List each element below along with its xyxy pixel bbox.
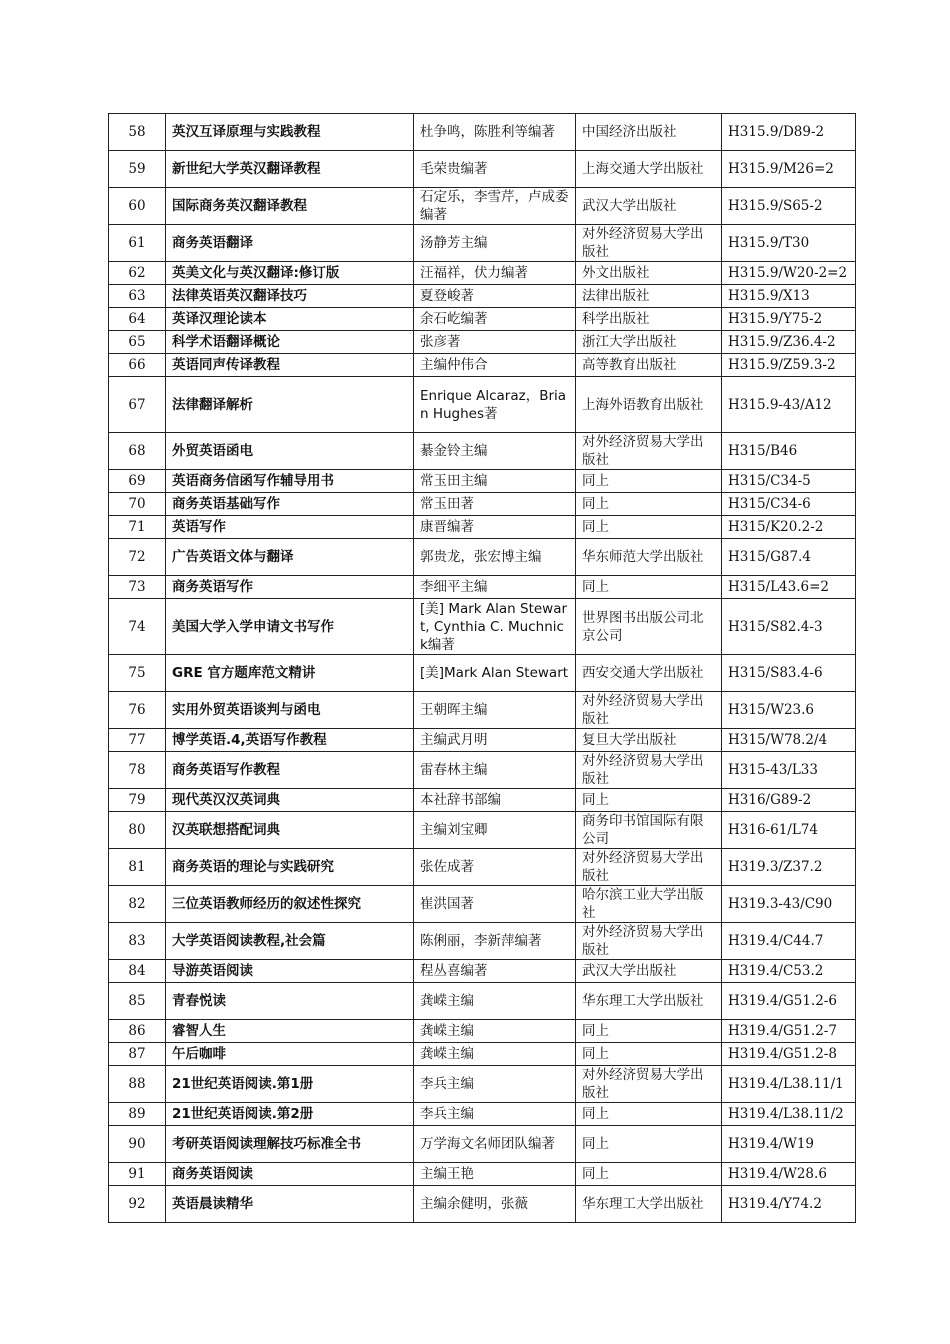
- book-title: 外贸英语函电: [166, 433, 414, 470]
- book-author: 张彦著: [414, 331, 576, 354]
- call-number: H319.4/L38.11/2: [722, 1103, 856, 1126]
- book-title: 英美文化与英汉翻译:修订版: [166, 262, 414, 285]
- book-title: 英语商务信函写作辅导用书: [166, 470, 414, 493]
- call-number: H319.3-43/C90: [722, 886, 856, 923]
- row-number: 88: [109, 1066, 166, 1103]
- book-title: 科学术语翻译概论: [166, 331, 414, 354]
- book-publisher: 上海外语教育出版社: [576, 377, 722, 433]
- row-number: 92: [109, 1186, 166, 1223]
- book-title: GRE 官方题库范文精讲: [166, 655, 414, 692]
- call-number: H316/G89-2: [722, 789, 856, 812]
- book-title: 商务英语阅读: [166, 1163, 414, 1186]
- book-title: 法律英语英汉翻译技巧: [166, 285, 414, 308]
- book-author: 余石屹编著: [414, 308, 576, 331]
- book-publisher: 科学出版社: [576, 308, 722, 331]
- table-row: [109, 493, 856, 516]
- table-row: [109, 225, 856, 262]
- row-number: 71: [109, 516, 166, 539]
- book-publisher: 武汉大学出版社: [576, 188, 722, 225]
- table-row: [109, 516, 856, 539]
- book-author: [美]Mark Alan Stewart: [414, 655, 576, 692]
- call-number: H315/G87.4: [722, 539, 856, 576]
- row-number: 91: [109, 1163, 166, 1186]
- book-publisher: 对外经济贸易大学出版社: [576, 923, 722, 960]
- book-publisher: 华东理工大学出版社: [576, 983, 722, 1020]
- book-title: 商务英语写作教程: [166, 752, 414, 789]
- call-number: H315/C34-5: [722, 470, 856, 493]
- book-title: 午后咖啡: [166, 1043, 414, 1066]
- table-row: [109, 692, 856, 729]
- row-number: 65: [109, 331, 166, 354]
- book-author: 万学海文名师团队编著: [414, 1126, 576, 1163]
- book-publisher: 哈尔滨工业大学出版社: [576, 886, 722, 923]
- book-title: 英汉互译原理与实践教程: [166, 114, 414, 151]
- book-publisher: 对外经济贸易大学出版社: [576, 752, 722, 789]
- book-title: 汉英联想搭配词典: [166, 812, 414, 849]
- book-author: Enrique Alcaraz，Brian Hughes著: [414, 377, 576, 433]
- book-title: 英语写作: [166, 516, 414, 539]
- call-number: H315.9-43/A12: [722, 377, 856, 433]
- book-publisher: 同上: [576, 789, 722, 812]
- call-number: H319.4/G51.2-7: [722, 1020, 856, 1043]
- book-author: 龚嵘主编: [414, 1043, 576, 1066]
- row-number: 69: [109, 470, 166, 493]
- table-row: [109, 1163, 856, 1186]
- table-row: [109, 1066, 856, 1103]
- table-row: [109, 262, 856, 285]
- book-publisher: 同上: [576, 1043, 722, 1066]
- book-author: 龚嵘主编: [414, 1020, 576, 1043]
- row-number: 84: [109, 960, 166, 983]
- call-number: H315/K20.2-2: [722, 516, 856, 539]
- book-publisher: 对外经济贸易大学出版社: [576, 1066, 722, 1103]
- book-title: 商务英语的理论与实践研究: [166, 849, 414, 886]
- book-title: 商务英语翻译: [166, 225, 414, 262]
- book-title: 法律翻译解析: [166, 377, 414, 433]
- book-author: 毛荣贵编著: [414, 151, 576, 188]
- call-number: H315/L43.6=2: [722, 576, 856, 599]
- call-number: H315/S83.4-6: [722, 655, 856, 692]
- call-number: H319.4/W28.6: [722, 1163, 856, 1186]
- book-title: 21世纪英语阅读.第2册: [166, 1103, 414, 1126]
- book-author: 崔洪国著: [414, 886, 576, 923]
- table-row: [109, 151, 856, 188]
- call-number: H315/S82.4-3: [722, 599, 856, 655]
- book-title: 国际商务英汉翻译教程: [166, 188, 414, 225]
- book-title: 实用外贸英语谈判与函电: [166, 692, 414, 729]
- book-title: 博学英语.4,英语写作教程: [166, 729, 414, 752]
- table-row: [109, 655, 856, 692]
- book-title: 新世纪大学英汉翻译教程: [166, 151, 414, 188]
- table-row: [109, 789, 856, 812]
- table-row: [109, 886, 856, 923]
- row-number: 63: [109, 285, 166, 308]
- row-number: 89: [109, 1103, 166, 1126]
- book-title: 英译汉理论读本: [166, 308, 414, 331]
- book-author: 主编武月明: [414, 729, 576, 752]
- row-number: 58: [109, 114, 166, 151]
- book-title: 大学英语阅读教程,社会篇: [166, 923, 414, 960]
- call-number: H316-61/L74: [722, 812, 856, 849]
- book-author: 李细平主编: [414, 576, 576, 599]
- table-row: [109, 308, 856, 331]
- table-row: [109, 752, 856, 789]
- book-publisher: 浙江大学出版社: [576, 331, 722, 354]
- book-author: 主编余健明，张薇: [414, 1186, 576, 1223]
- row-number: 78: [109, 752, 166, 789]
- call-number: H319.4/G51.2-6: [722, 983, 856, 1020]
- row-number: 66: [109, 354, 166, 377]
- book-author: 康晋编著: [414, 516, 576, 539]
- table-row: [109, 1043, 856, 1066]
- book-publisher: 中国经济出版社: [576, 114, 722, 151]
- call-number: H319.4/Y74.2: [722, 1186, 856, 1223]
- row-number: 59: [109, 151, 166, 188]
- book-title: 广告英语文体与翻译: [166, 539, 414, 576]
- row-number: 62: [109, 262, 166, 285]
- table-row: [109, 539, 856, 576]
- call-number: H319.4/L38.11/1: [722, 1066, 856, 1103]
- call-number: H315/W78.2/4: [722, 729, 856, 752]
- book-publisher: 对外经济贸易大学出版社: [576, 225, 722, 262]
- row-number: 68: [109, 433, 166, 470]
- row-number: 80: [109, 812, 166, 849]
- call-number: H315/C34-6: [722, 493, 856, 516]
- row-number: 72: [109, 539, 166, 576]
- book-list-table: [108, 113, 856, 1223]
- book-title: 美国大学入学申请文书写作: [166, 599, 414, 655]
- book-title: 现代英汉汉英词典: [166, 789, 414, 812]
- book-author: 汤静芳主编: [414, 225, 576, 262]
- table-row: [109, 188, 856, 225]
- table-row: [109, 470, 856, 493]
- call-number: H315.9/M26=2: [722, 151, 856, 188]
- call-number: H315/B46: [722, 433, 856, 470]
- row-number: 85: [109, 983, 166, 1020]
- table-row: [109, 331, 856, 354]
- book-title: 商务英语基础写作: [166, 493, 414, 516]
- row-number: 86: [109, 1020, 166, 1043]
- book-author: 郭贵龙，张宏博主编: [414, 539, 576, 576]
- row-number: 74: [109, 599, 166, 655]
- row-number: 81: [109, 849, 166, 886]
- book-publisher: 高等教育出版社: [576, 354, 722, 377]
- book-author: 龚嵘主编: [414, 983, 576, 1020]
- book-title: 21世纪英语阅读.第1册: [166, 1066, 414, 1103]
- table-row: [109, 1186, 856, 1223]
- row-number: 79: [109, 789, 166, 812]
- book-author: 夏登峻著: [414, 285, 576, 308]
- book-author: 汪福祥，伏力编著: [414, 262, 576, 285]
- row-number: 60: [109, 188, 166, 225]
- book-title: 英语晨读精华: [166, 1186, 414, 1223]
- table-row: [109, 1103, 856, 1126]
- book-title: 英语同声传译教程: [166, 354, 414, 377]
- book-author: 主编刘宝卿: [414, 812, 576, 849]
- row-number: 82: [109, 886, 166, 923]
- book-author: 李兵主编: [414, 1066, 576, 1103]
- book-publisher: 同上: [576, 470, 722, 493]
- row-number: 75: [109, 655, 166, 692]
- call-number: H315.9/Y75-2: [722, 308, 856, 331]
- book-publisher: 商务印书馆国际有限公司: [576, 812, 722, 849]
- book-title: 三位英语教师经历的叙述性探究: [166, 886, 414, 923]
- book-title: 导游英语阅读: [166, 960, 414, 983]
- book-publisher: 武汉大学出版社: [576, 960, 722, 983]
- book-publisher: 对外经济贸易大学出版社: [576, 849, 722, 886]
- book-publisher: 同上: [576, 1020, 722, 1043]
- book-publisher: 同上: [576, 576, 722, 599]
- call-number: H315.9/X13: [722, 285, 856, 308]
- book-publisher: 华东师范大学出版社: [576, 539, 722, 576]
- table-row: [109, 960, 856, 983]
- book-author: 雷春林主编: [414, 752, 576, 789]
- call-number: H319.4/C53.2: [722, 960, 856, 983]
- book-author: 程丛喜编著: [414, 960, 576, 983]
- book-publisher: 华东理工大学出版社: [576, 1186, 722, 1223]
- book-list-body: [109, 114, 856, 1223]
- call-number: H319.4/G51.2-8: [722, 1043, 856, 1066]
- row-number: 67: [109, 377, 166, 433]
- table-row: [109, 812, 856, 849]
- book-author: 王朝晖主编: [414, 692, 576, 729]
- call-number: H315.9/Z59.3-2: [722, 354, 856, 377]
- row-number: 77: [109, 729, 166, 752]
- book-publisher: 同上: [576, 1163, 722, 1186]
- table-row: [109, 983, 856, 1020]
- table-row: [109, 114, 856, 151]
- book-title: 睿智人生: [166, 1020, 414, 1043]
- table-row: [109, 285, 856, 308]
- row-number: 76: [109, 692, 166, 729]
- book-author: 张佐成著: [414, 849, 576, 886]
- table-row: [109, 433, 856, 470]
- call-number: H315.9/W20-2=2: [722, 262, 856, 285]
- call-number: H315.9/T30: [722, 225, 856, 262]
- call-number: H319.4/W19: [722, 1126, 856, 1163]
- table-row: [109, 729, 856, 752]
- table-row: [109, 377, 856, 433]
- book-publisher: 上海交通大学出版社: [576, 151, 722, 188]
- book-publisher: 外文出版社: [576, 262, 722, 285]
- book-author: 主编王艳: [414, 1163, 576, 1186]
- book-author: 石定乐，李雪芹，卢成委编著: [414, 188, 576, 225]
- row-number: 83: [109, 923, 166, 960]
- table-row: [109, 1020, 856, 1043]
- call-number: H315.9/Z36.4-2: [722, 331, 856, 354]
- book-author: [美] Mark Alan Stewart, Cynthia C. Muchnick编著: [414, 599, 576, 655]
- row-number: 61: [109, 225, 166, 262]
- book-title: 考研英语阅读理解技巧标准全书: [166, 1126, 414, 1163]
- call-number: H319.4/C44.7: [722, 923, 856, 960]
- book-publisher: 同上: [576, 1126, 722, 1163]
- call-number: H315.9/D89-2: [722, 114, 856, 151]
- book-author: 主编仲伟合: [414, 354, 576, 377]
- table-row: [109, 354, 856, 377]
- book-publisher: 同上: [576, 1103, 722, 1126]
- call-number: H315.9/S65-2: [722, 188, 856, 225]
- table-row: [109, 1126, 856, 1163]
- book-title: 青春悦读: [166, 983, 414, 1020]
- book-publisher: 法律出版社: [576, 285, 722, 308]
- table-row: [109, 849, 856, 886]
- row-number: 70: [109, 493, 166, 516]
- book-publisher: 对外经济贸易大学出版社: [576, 433, 722, 470]
- row-number: 87: [109, 1043, 166, 1066]
- row-number: 73: [109, 576, 166, 599]
- call-number: H315/W23.6: [722, 692, 856, 729]
- book-author: 常玉田著: [414, 493, 576, 516]
- book-publisher: 世界图书出版公司北京公司: [576, 599, 722, 655]
- call-number: H315-43/L33: [722, 752, 856, 789]
- table-row: [109, 923, 856, 960]
- book-author: 李兵主编: [414, 1103, 576, 1126]
- row-number: 64: [109, 308, 166, 331]
- book-author: 常玉田主编: [414, 470, 576, 493]
- book-author: 本社辞书部编: [414, 789, 576, 812]
- book-publisher: 西安交通大学出版社: [576, 655, 722, 692]
- book-publisher: 同上: [576, 493, 722, 516]
- book-title: 商务英语写作: [166, 576, 414, 599]
- row-number: 90: [109, 1126, 166, 1163]
- table-row: [109, 599, 856, 655]
- book-publisher: 对外经济贸易大学出版社: [576, 692, 722, 729]
- book-author: 杜争鸣，陈胜利等编著: [414, 114, 576, 151]
- call-number: H319.3/Z37.2: [722, 849, 856, 886]
- book-publisher: 复旦大学出版社: [576, 729, 722, 752]
- book-author: 綦金铃主编: [414, 433, 576, 470]
- book-publisher: 同上: [576, 516, 722, 539]
- book-author: 陈俐丽，李新萍编著: [414, 923, 576, 960]
- table-row: [109, 576, 856, 599]
